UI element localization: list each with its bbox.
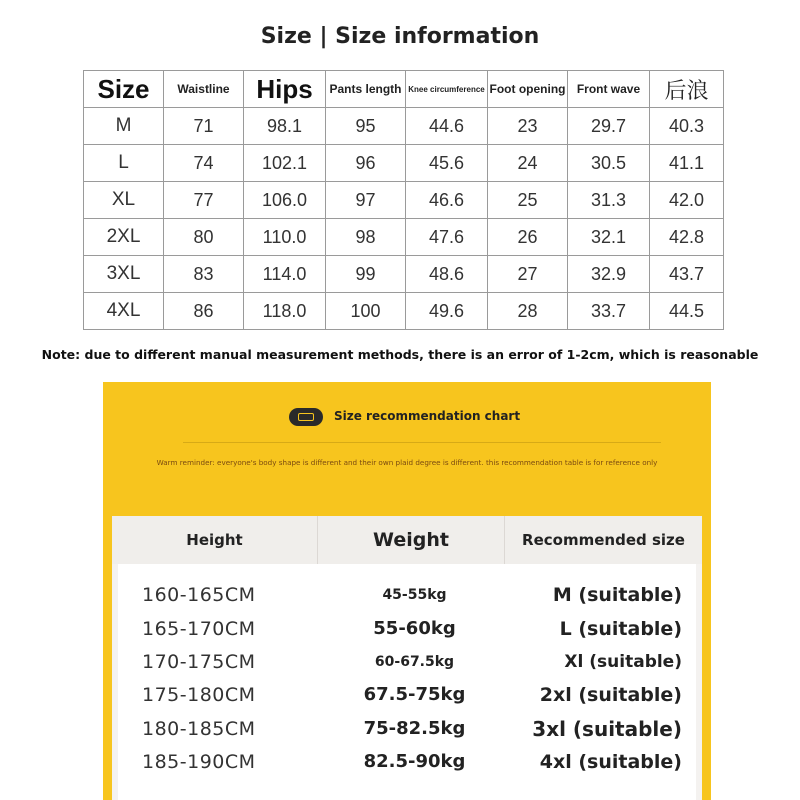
row-height: 175-180CM <box>142 684 256 706</box>
row-size: L (suitable) <box>559 618 682 640</box>
header-foot-opening: Foot opening <box>488 71 568 108</box>
row-weight: 60-67.5kg <box>374 654 455 670</box>
cell-hips: 102.1 <box>244 145 326 182</box>
row-height: 165-170CM <box>142 618 256 640</box>
ruler-icon <box>298 413 314 421</box>
size-info-table <box>83 70 724 330</box>
cell-knee: 49.6 <box>406 293 488 330</box>
list-item <box>112 747 702 777</box>
cell-front-wave: 31.3 <box>568 182 650 219</box>
cell-back-wave: 40.3 <box>650 108 724 145</box>
cell-foot-opening: 26 <box>488 219 568 256</box>
warm-reminder: Warm reminder: everyone's body shape is different and their own plaid degree is different. this recommendation table is for reference only <box>156 458 658 467</box>
cell-size: 4XL <box>84 293 164 330</box>
cell-foot-opening: 23 <box>488 108 568 145</box>
header-size: Size <box>84 71 164 108</box>
row-height: 185-190CM <box>142 751 256 773</box>
cell-front-wave: 32.9 <box>568 256 650 293</box>
table-row <box>84 145 724 182</box>
table-row <box>84 256 724 293</box>
cell-front-wave: 32.1 <box>568 219 650 256</box>
cell-waistline: 71 <box>164 108 244 145</box>
cell-waistline: 83 <box>164 256 244 293</box>
row-weight: 55-60kg <box>373 618 456 639</box>
header-pants-length: Pants length <box>326 71 406 108</box>
list-item <box>112 580 702 610</box>
cell-pants-length: 95 <box>326 108 406 145</box>
cell-pants-length: 99 <box>326 256 406 293</box>
cell-knee: 46.6 <box>406 182 488 219</box>
header-knee-circumference: Knee circumference <box>406 71 488 108</box>
row-size: Xl (suitable) <box>564 652 682 672</box>
header-recommended-size: Recommended size <box>505 516 702 564</box>
row-size: M (suitable) <box>552 584 682 606</box>
table-row <box>84 108 724 145</box>
cell-front-wave: 29.7 <box>568 108 650 145</box>
size-table-header-row <box>84 71 724 108</box>
recommendation-title: Size recommendation chart <box>334 409 521 423</box>
cell-waistline: 80 <box>164 219 244 256</box>
cell-size: M <box>84 108 164 145</box>
ruler-badge-icon <box>289 408 323 426</box>
cell-front-wave: 33.7 <box>568 293 650 330</box>
cell-back-wave: 43.7 <box>650 256 724 293</box>
row-weight: 82.5-90kg <box>363 751 466 772</box>
cell-hips: 110.0 <box>244 219 326 256</box>
divider <box>183 442 661 443</box>
cell-hips: 98.1 <box>244 108 326 145</box>
cell-knee: 48.6 <box>406 256 488 293</box>
row-size: 2xl (suitable) <box>539 684 682 706</box>
row-size: 3xl (suitable) <box>532 717 682 741</box>
row-size: 4xl (suitable) <box>539 751 682 773</box>
recommendation-panel <box>103 382 711 800</box>
cell-front-wave: 30.5 <box>568 145 650 182</box>
cell-back-wave: 44.5 <box>650 293 724 330</box>
cell-waistline: 86 <box>164 293 244 330</box>
row-height: 170-175CM <box>142 651 256 673</box>
row-weight: 75-82.5kg <box>363 718 466 739</box>
recommendation-table <box>112 516 702 800</box>
header-waistline: Waistline <box>164 71 244 108</box>
cell-size: 2XL <box>84 219 164 256</box>
list-item <box>112 680 702 710</box>
header-back-wave: 后浪 <box>650 71 724 108</box>
cell-back-wave: 42.8 <box>650 219 724 256</box>
cell-hips: 106.0 <box>244 182 326 219</box>
row-height: 180-185CM <box>142 718 256 740</box>
measurement-note: Note: due to different manual measurement methods, there is an error of 1-2cm, which is reasonable <box>41 347 759 362</box>
cell-foot-opening: 25 <box>488 182 568 219</box>
table-row <box>84 182 724 219</box>
cell-pants-length: 97 <box>326 182 406 219</box>
header-front-wave: Front wave <box>568 71 650 108</box>
cell-hips: 114.0 <box>244 256 326 293</box>
cell-size: L <box>84 145 164 182</box>
cell-foot-opening: 27 <box>488 256 568 293</box>
cell-foot-opening: 24 <box>488 145 568 182</box>
cell-hips: 118.0 <box>244 293 326 330</box>
page-title: Size | Size information <box>260 24 540 49</box>
cell-knee: 45.6 <box>406 145 488 182</box>
row-height: 160-165CM <box>142 584 256 606</box>
cell-back-wave: 42.0 <box>650 182 724 219</box>
cell-pants-length: 98 <box>326 219 406 256</box>
header-hips: Hips <box>244 71 326 108</box>
cell-knee: 47.6 <box>406 219 488 256</box>
cell-back-wave: 41.1 <box>650 145 724 182</box>
cell-waistline: 77 <box>164 182 244 219</box>
cell-foot-opening: 28 <box>488 293 568 330</box>
cell-size: XL <box>84 182 164 219</box>
header-weight: Weight <box>318 516 504 564</box>
cell-knee: 44.6 <box>406 108 488 145</box>
table-row <box>84 219 724 256</box>
table-row <box>84 293 724 330</box>
list-item <box>112 714 702 744</box>
list-item <box>112 647 702 677</box>
cell-size: 3XL <box>84 256 164 293</box>
row-weight: 67.5-75kg <box>363 684 466 705</box>
cell-pants-length: 96 <box>326 145 406 182</box>
cell-waistline: 74 <box>164 145 244 182</box>
header-height: Height <box>112 516 317 564</box>
cell-pants-length: 100 <box>326 293 406 330</box>
list-item <box>112 614 702 644</box>
row-weight: 45-55kg <box>382 587 447 603</box>
